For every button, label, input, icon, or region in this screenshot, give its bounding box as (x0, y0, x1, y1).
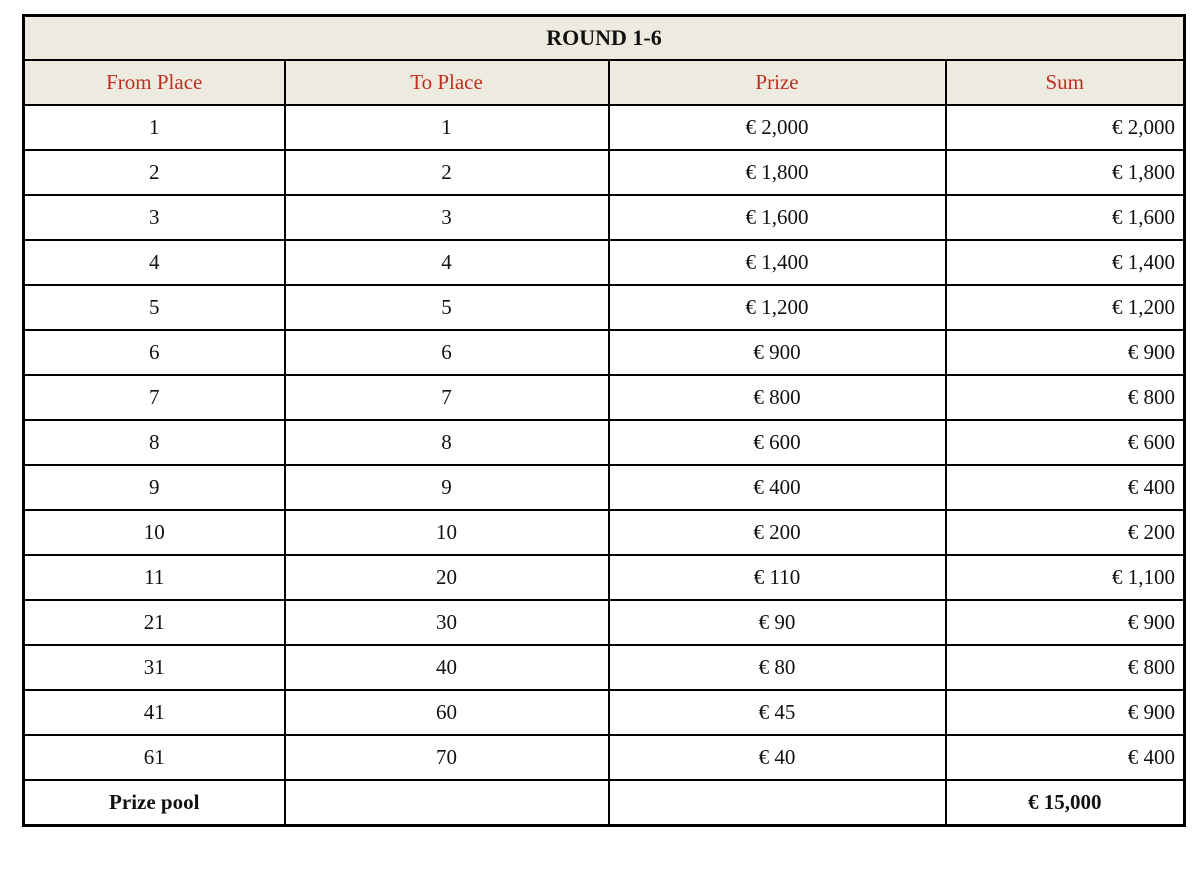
cell-prize: € 40 (609, 735, 946, 780)
cell-to-place: 6 (285, 330, 609, 375)
table-row (24, 420, 1185, 465)
cell-to-place: 40 (285, 645, 609, 690)
column-header-sum: Sum (946, 60, 1185, 105)
cell-sum: € 200 (946, 510, 1185, 555)
cell-to-place: 9 (285, 465, 609, 510)
cell-from-place: 21 (24, 600, 285, 645)
table-footer-row (24, 780, 1185, 826)
cell-from-place: 11 (24, 555, 285, 600)
table-title-row (24, 16, 1185, 60)
cell-to-place: 60 (285, 690, 609, 735)
footer-empty-cell (285, 780, 609, 826)
cell-from-place: 2 (24, 150, 285, 195)
table-row (24, 240, 1185, 285)
cell-prize: € 110 (609, 555, 946, 600)
cell-prize: € 90 (609, 600, 946, 645)
table-header-row (24, 60, 1185, 105)
column-header-prize: Prize (609, 60, 946, 105)
footer-empty-cell (609, 780, 946, 826)
cell-prize: € 80 (609, 645, 946, 690)
cell-to-place: 70 (285, 735, 609, 780)
cell-from-place: 8 (24, 420, 285, 465)
table-row (24, 465, 1185, 510)
cell-from-place: 31 (24, 645, 285, 690)
cell-sum: € 1,600 (946, 195, 1185, 240)
cell-prize: € 1,200 (609, 285, 946, 330)
cell-to-place: 30 (285, 600, 609, 645)
cell-from-place: 41 (24, 690, 285, 735)
cell-sum: € 1,200 (946, 285, 1185, 330)
table-row (24, 735, 1185, 780)
cell-from-place: 9 (24, 465, 285, 510)
cell-to-place: 20 (285, 555, 609, 600)
cell-from-place: 6 (24, 330, 285, 375)
cell-sum: € 1,100 (946, 555, 1185, 600)
cell-sum: € 900 (946, 600, 1185, 645)
table-row (24, 375, 1185, 420)
cell-prize: € 1,400 (609, 240, 946, 285)
table-row (24, 285, 1185, 330)
cell-to-place: 4 (285, 240, 609, 285)
column-header-to-place: To Place (285, 60, 609, 105)
cell-from-place: 3 (24, 195, 285, 240)
cell-to-place: 8 (285, 420, 609, 465)
cell-sum: € 400 (946, 465, 1185, 510)
cell-prize: € 1,600 (609, 195, 946, 240)
cell-to-place: 2 (285, 150, 609, 195)
cell-to-place: 10 (285, 510, 609, 555)
cell-to-place: 3 (285, 195, 609, 240)
prize-pool-total: € 15,000 (946, 780, 1185, 826)
cell-prize: € 2,000 (609, 105, 946, 150)
cell-sum: € 600 (946, 420, 1185, 465)
cell-prize: € 45 (609, 690, 946, 735)
cell-to-place: 1 (285, 105, 609, 150)
table-row (24, 510, 1185, 555)
table-row (24, 555, 1185, 600)
column-header-from-place: From Place (24, 60, 285, 105)
cell-from-place: 7 (24, 375, 285, 420)
table-row (24, 600, 1185, 645)
cell-from-place: 61 (24, 735, 285, 780)
table-row (24, 105, 1185, 150)
cell-prize: € 900 (609, 330, 946, 375)
cell-prize: € 800 (609, 375, 946, 420)
prize-pool-label: Prize pool (24, 780, 285, 826)
prize-structure-table (22, 14, 1186, 827)
cell-to-place: 7 (285, 375, 609, 420)
table-row (24, 330, 1185, 375)
cell-from-place: 4 (24, 240, 285, 285)
cell-prize: € 600 (609, 420, 946, 465)
cell-sum: € 800 (946, 645, 1185, 690)
table-title: ROUND 1-6 (24, 16, 1185, 60)
table-row (24, 645, 1185, 690)
cell-from-place: 5 (24, 285, 285, 330)
cell-prize: € 200 (609, 510, 946, 555)
cell-sum: € 900 (946, 690, 1185, 735)
cell-prize: € 400 (609, 465, 946, 510)
cell-sum: € 2,000 (946, 105, 1185, 150)
cell-from-place: 10 (24, 510, 285, 555)
cell-sum: € 400 (946, 735, 1185, 780)
cell-sum: € 1,400 (946, 240, 1185, 285)
cell-sum: € 900 (946, 330, 1185, 375)
table-row (24, 150, 1185, 195)
cell-sum: € 1,800 (946, 150, 1185, 195)
cell-from-place: 1 (24, 105, 285, 150)
table-row (24, 690, 1185, 735)
cell-sum: € 800 (946, 375, 1185, 420)
cell-to-place: 5 (285, 285, 609, 330)
table-row (24, 195, 1185, 240)
cell-prize: € 1,800 (609, 150, 946, 195)
